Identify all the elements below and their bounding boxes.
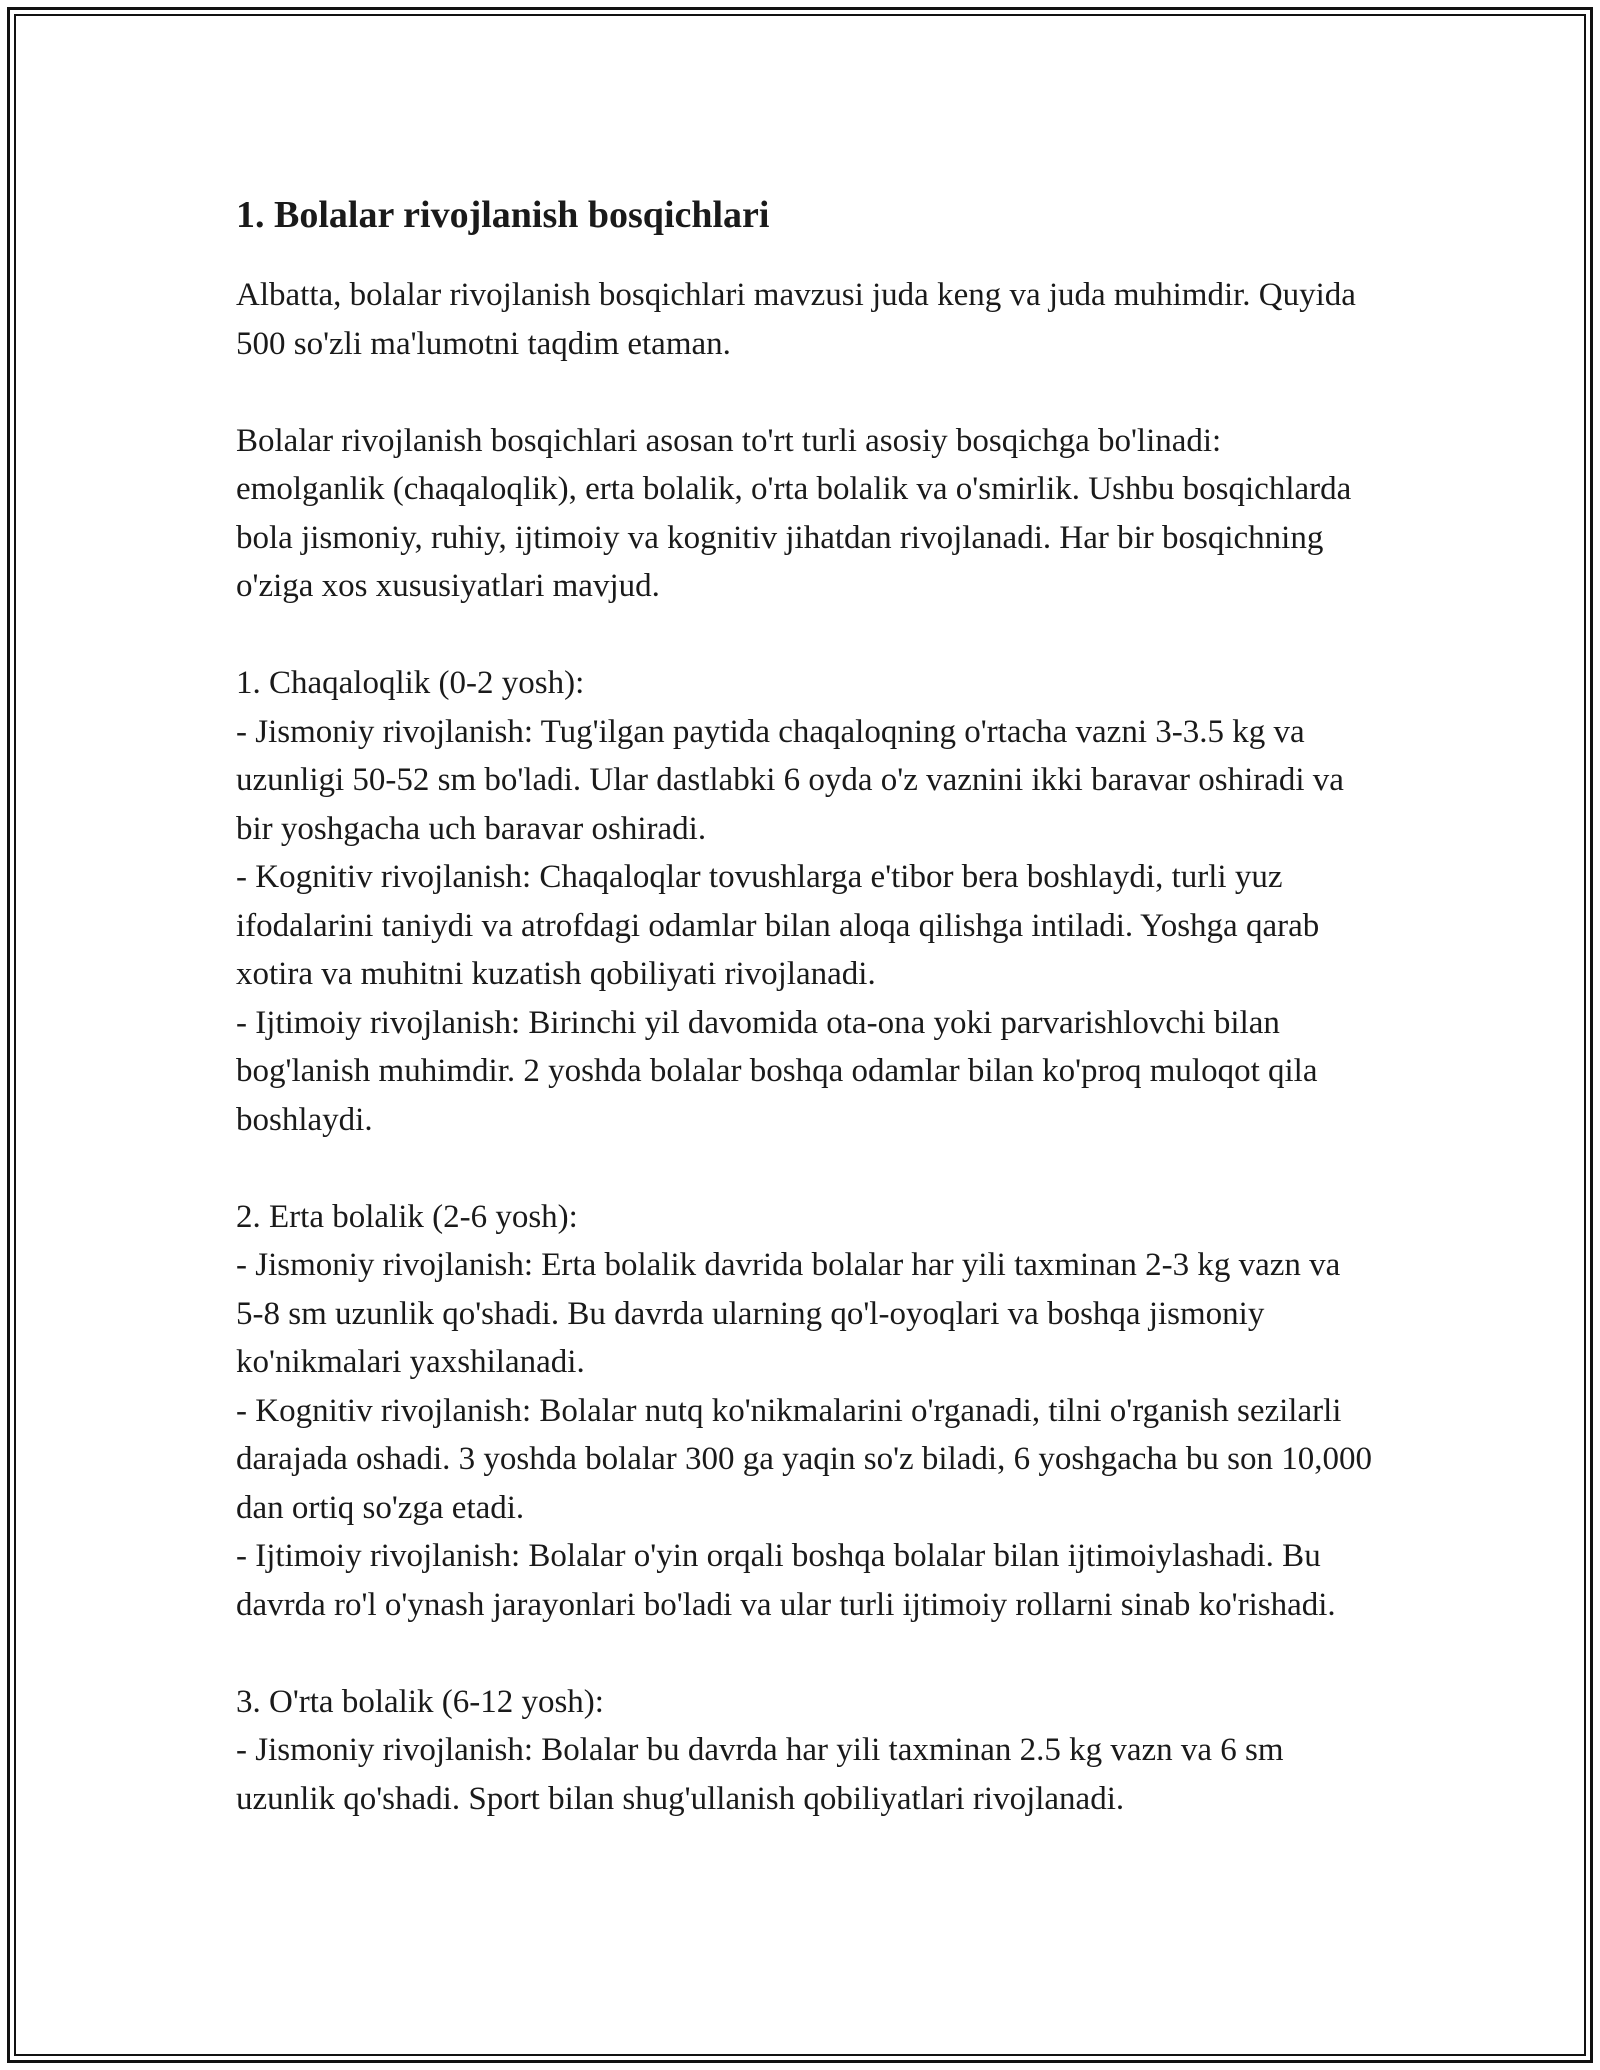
paragraph-spacer — [236, 1144, 1376, 1193]
document-page — [236, 185, 1381, 1823]
section-item: - Kognitiv rivojlanish: Bolalar nutq ko'nikmalarini o'rganadi, tilni o'rganish sezilarli darajada oshadi. 3 yoshda bolalar 300 ga yaqin so'z biladi, 6 yoshgacha bu son 10,000 dan ortiq so'zga etadi. — [236, 1392, 1381, 1526]
section-item: - Kognitiv rivojlanish: Chaqaloqlar tovushlarga e'tibor bera boshlaydi, turli yuz ifodalarini taniydi va atrofdagi odamlar bilan aloqa qilishga intiladi. Yoshga qarab xotira va muhitni kuzatish qobiliyati rivojlanadi. — [236, 859, 1328, 992]
section-item: - Jismoniy rivojlanish: Bolalar bu davrda har yili taxminan 2.5 kg vazn va 6 sm uzunlik qo'shadi. Sport bilan shug'ullanish qobiliyatlari rivojlanadi. — [236, 1732, 1292, 1817]
section-item: - Ijtimoiy rivojlanish: Birinchi yil davomida ota-ona yoki parvarishlovchi bilan bog'lanish muhimdir. 2 yoshda bolalar boshqa odamlar bilan ko'proq muloqot qila boshlaydi. — [236, 1004, 1326, 1138]
paragraph-spacer — [236, 368, 1376, 417]
section-infancy — [236, 659, 1376, 1144]
section-item: - Jismoniy rivojlanish: Erta bolalik davrida bolalar har yili taxminan 2-3 kg vazn va 5-8 sm uzunlik qo'shadi. Bu davrda ularning qo'l-oyoqlari va boshqa jismoniy ko'nikmalari yaxshilanadi. — [236, 1247, 1349, 1380]
section-middle-childhood — [236, 1678, 1376, 1824]
overview-paragraph: Bolalar rivojlanish bosqichlari asosan to'rt turli asosiy bosqichga bo'linadi: emolganlik (chaqaloqlik), erta bolalik, o'rta bolalik va o'smirlik. Ushbu bosqichlarda bola jismoniy, ruhiy, ijtimoiy va kognitiv jihatdan rivojlanadi. Har bir bosqichning o'ziga xos xususiyatlari mavjud. — [236, 422, 1360, 604]
paragraph-spacer — [236, 1629, 1376, 1678]
section-early-childhood — [236, 1193, 1381, 1630]
document-title: 1. Bolalar rivojlanish bosqichlari — [236, 194, 770, 236]
section-item: - Jismoniy rivojlanish: Tug'ilgan paytida chaqaloqning o'rtacha vazni 3-3.5 kg va uzunligi 50-52 sm bo'ladi. Ular dastlabki 6 oyda o'z vaznini ikki baravar oshiradi va bir yoshgacha uch baravar oshiradi. — [236, 713, 1353, 847]
intro-paragraph: Albatta, bolalar rivojlanish bosqichlari mavzusi juda keng va juda muhimdir. Quyida 500 so'zli ma'lumotni taqdim etaman. — [236, 277, 1365, 362]
paragraph-spacer — [236, 611, 1376, 660]
section-heading: 1. Chaqaloqlik (0-2 yosh): — [236, 665, 585, 701]
section-heading: 2. Erta bolalik (2-6 yosh): — [236, 1198, 578, 1235]
section-item: - Ijtimoiy rivojlanish: Bolalar o'yin orqali boshqa bolalar bilan ijtimoiylashadi. Bu davrda ro'l o'ynash jarayonlari bo'ladi va ular turli ijtimoiy rollarni sinab ko'rishadi. — [236, 1538, 1336, 1623]
section-heading: 3. O'rta bolalik (6-12 yosh): — [236, 1683, 604, 1720]
